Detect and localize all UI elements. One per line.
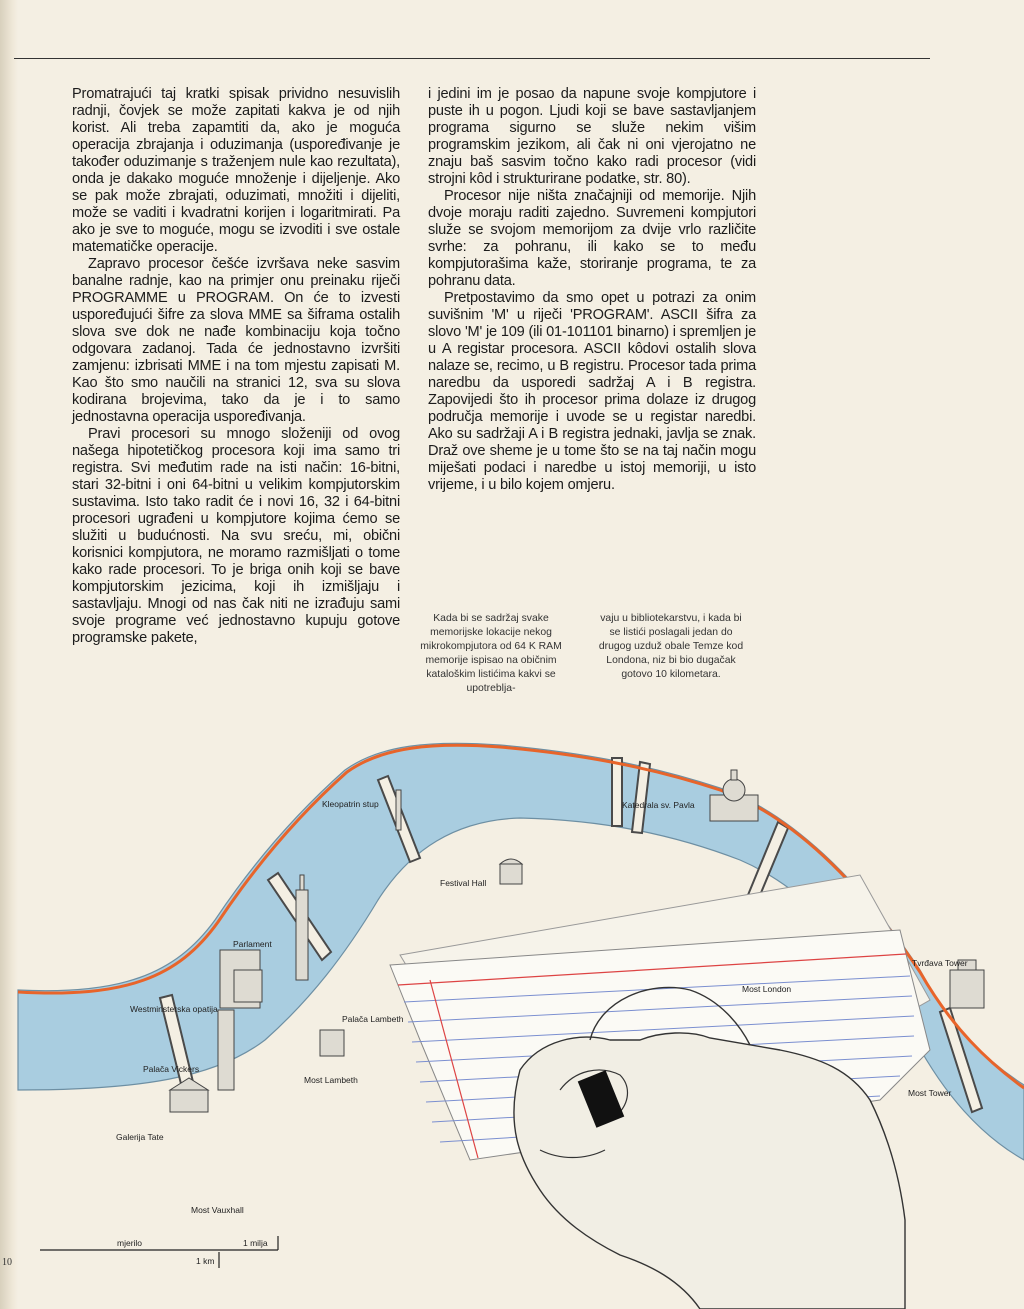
label-lambeth-palace: Palača Lambeth [342,1014,404,1024]
paragraph: Procesor nije ništa značajniji od memorije. Njih dvoje moraju raditi zajedno. Suvremeni kompjutori služe se svojom memorijom za dvije vrlo različite svrhe: za pohranu, ili kako se to među kompjutorašima kaže, storiranje programa, te za pohranu data. [428,188,756,289]
label-kleopatra: Kleopatrin stup [322,799,379,809]
tate-gallery-icon [170,1078,208,1112]
festival-hall-icon [500,859,522,884]
paragraph: Pretpostavimo da smo opet u potrazi za onim suvišnim 'M' u riječi 'PROGRAM'. ASCII šifra za slovo 'M' je 109 (ili 01-101101 binarno) i spremljen je u A registar procesora. ASCII kôdovi ostalih slova nalaze se, recimo, u B registru. Procesor tada prima naredbu da usporedi sadržaj A i B registra. Zapovijedi što ih procesor prima dolaze iz drugog područja memorije i uvode se u registar naredbi. Ako su sadržaji A i B registra jednaki, javlja se znak. Draž ove sheme je u tome što se na taj način mogu miješati podaci i naredbe u istoj memoriji, u isto vrijeme, i u bilo kojem omjeru. [428,290,756,493]
article-column-left [72,86,400,647]
top-rule [14,58,930,59]
label-westminster-abbey: Westminsterska opatija [130,1004,218,1014]
label-vauxhall-bridge: Most Vauxhall [191,1205,244,1215]
label-tate: Galerija Tate [116,1132,164,1142]
thames-map-illustration [0,740,1024,1309]
page-number: 10 [2,1257,12,1268]
scale-km: 1 km [196,1256,215,1266]
label-tower: Tvrđava Tower [912,958,968,968]
cathedral-icon [710,770,758,821]
figure-caption-part-1: Kada bi se sadržaj svake memorijske lokacije nekog mikrokompjutora od 64 K RAM memorije ispisao na običnim kataloškim listićima kakvi se upotreblja- [420,613,562,694]
obelisk-icon [396,790,401,830]
scale-mile: 1 milja [243,1238,268,1248]
label-parliament: Parlament [233,939,272,949]
paragraph: Zapravo procesor češće izvršava neke sasvim banalne radnje, kao na primjer onu preinaku riječi PROGRAMME u PROGRAM. On će to izvesti uspoređujući šifre za slova MME sa šiframa ostalih slova sve dok ne nađe kombinaciju koja točno odgovara zadanoj. Tada će jednostavno izvršiti zamjenu: izbrisati MME i na tom mjestu zapisati M. Kao što smo naučili na stranici 12, sva su slova kodirana brojevima, tako da je i to samo jednostavna operacija uspoređivanja. [72,256,400,425]
figure-caption-part-2: vaju u bibliotekarstvu, i kada bi se listići poslagali jedan do drugog uzduž obale Temze kod Londona, niz bi bio dugačak gotovo 10 kilometara. [598,613,744,680]
lambeth-palace-icon [320,1030,344,1056]
vickers-tower-icon [218,1010,234,1090]
scale-bar [40,1236,278,1268]
paragraph: Promatrajući taj kratki spisak prividno nesuvislih radnji, čovjek se može zapitati kakva je od njih korist. Ali treba zapamtiti da, ako je moguća operacija zbrajanja i oduzimanja (uspoređivanje je također oduzimanje s traženjem nule kao rezultata), onda je dakako moguće množenje i dijeljenje. Ako se pak može zbrajati, oduzimati, množiti i dijeliti, može se vaditi i kvadratni korijen i logaritmirati. Pa ako je sve to moguće, mogu se izvoditi i sve ostale matematičke operacije. [72,86,400,255]
paragraph: Pravi procesori su mnogo složeniji od ovog našega hipotetičkog procesora koji ima samo tri registra. Svi međutim rade na isti način: 16-bitni, stari 32-bitni i oni 64-bitni u velikim kompjutorskim sustavima. Isto tako radit će i novi 16, 32 i 64-bitni procesori ugrađeni u kompjutore kojima ćemo se služiti u budućnosti. Na svu sreću, mi, obični korisnici kompjutora, ne moramo razmišljati o tome kako rade procesori. To je briga onih koji se bave kompjutorskim jezicima, koji ih izmišljaju i sastavljaju. Mnogi od nas čak niti ne izrađuju sami svoje programe već jednostavno kupuju gotove programske pakete, [72,426,400,646]
abbey-icon [234,970,262,1002]
label-london-bridge: Most London [742,984,792,994]
label-vickers: Palača Vickers [143,1064,200,1074]
article-column-right [428,86,756,494]
paragraph: i jedini im je posao da napune svoje kompjutore i puste ih u pogon. Ljudi koji se bave sastavljanjem programa sigurno se služe nekim višim programskim jezikom, ali čak ni oni vjerojatno ne znaju baš sasvim točno kako radi procesor (vidi strojni kôd i strukturirane podatke, str. 80). [428,86,756,187]
label-tower-bridge: Most Tower [908,1088,952,1098]
label-lambeth-bridge: Most Lambeth [304,1075,358,1085]
label-cathedral: Katedrala sv. Pavla [622,800,695,810]
scale-label: mjerilo [117,1238,143,1248]
label-festival-hall: Festival Hall [440,878,487,888]
